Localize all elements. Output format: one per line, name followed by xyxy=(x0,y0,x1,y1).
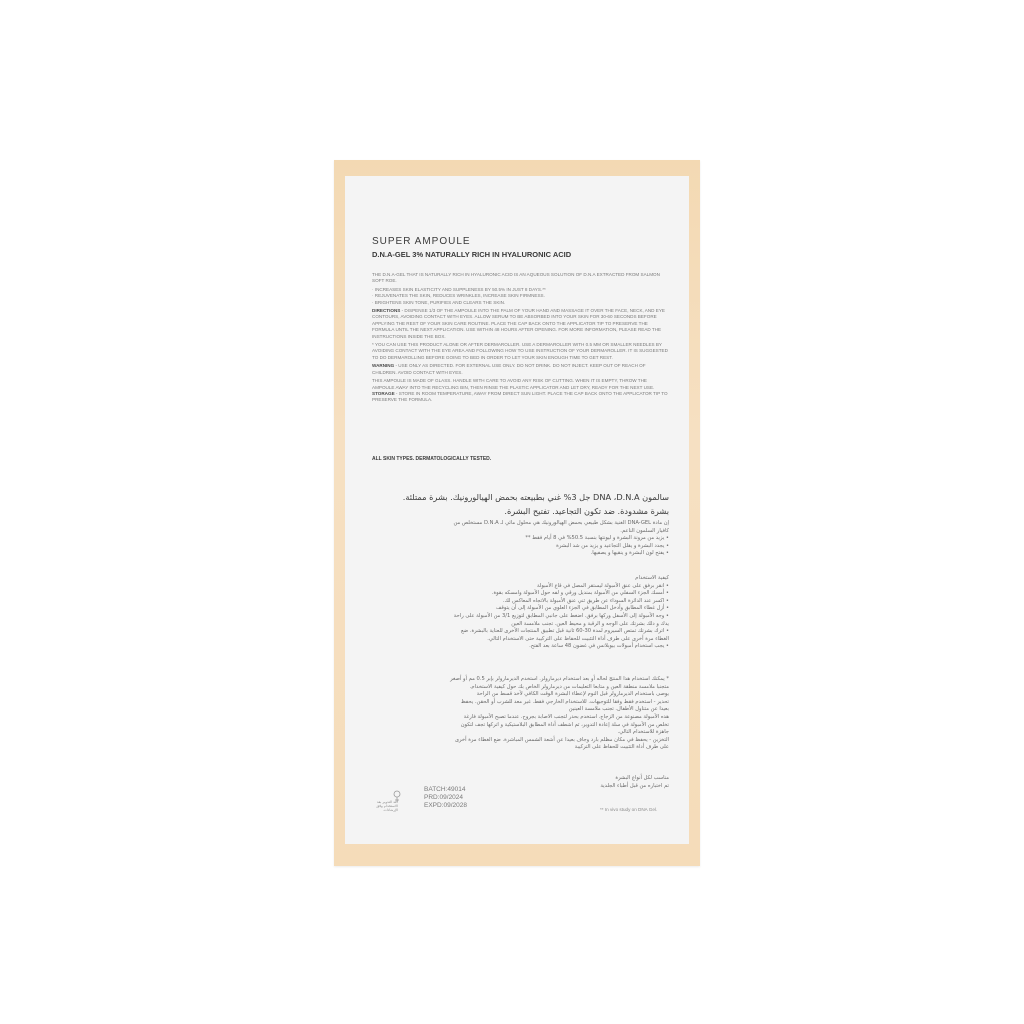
ar-how-step: • أزل غطاء المطابق وأدخل المطابق في الجزء العلوي من الأمبولة إلى أن يتوقف xyxy=(496,605,669,612)
en-tested: ALL SKIN TYPES. DERMATOLOGICALLY TESTED. xyxy=(372,456,492,462)
en-dermaroller: * YOU CAN USE THIS PRODUCT ALONE OR AFTER DERMAROLLER. USE A DERMAROLLER WITH 0.5 MM OR SMALLER NEEDLES BY AVOIDING CONTACT WITH THE EYE AREA AND FOLLOWING HOW TO USE INSTRUCTION OF YOUR DERMAROLLER. IT IS SUGGESTED TO DO DERMAROLLING BEFORE GOING TO BED IN ORDER TO LET YOUR SKIN ENOUGH TIME TO GET REST. xyxy=(372,342,668,360)
ar-benefit: • يجدد البشرة و يقلل التجاعيد و يزيد من شد البشرة xyxy=(556,542,669,549)
en-glass: THIS AMPOULE IS MADE OF GLASS. HANDLE WITH CARE TO AVOID ANY RISK OF CUTTING. WHEN IT IS EMPTY, THROW THE AMPOULE AWAY INTO THE RECYCLING BIN, THEN RINSE THE PLASTIC APPLICATOR AND LET DRY, READY FOR THE NEXT USE. xyxy=(372,378,655,390)
batch-number: BATCH:49014 xyxy=(424,786,466,793)
ar-dermaroller-line: متجنبا ملامسة منطقة العين و متابعا التعليمات من ديرمارولر الخاص بك حول كيفية الاستخدام. xyxy=(469,683,669,690)
en-storage-label: STORAGE xyxy=(372,390,395,396)
ar-headline-line: بشرة مشدودة. ضد تكون التجاعيد. تفتيح البشرة. xyxy=(504,506,669,516)
recycle-note-line: أعد التدوير بعد xyxy=(376,800,398,804)
ar-warning-line: بعيدا عن متناول الأطفال. تجنب ملامسة العينين xyxy=(568,706,669,713)
ar-headline-line: سالمون DNA ،D.N.A جل 3% غني بطبيعته بحمض الهيالورونيك. بشرة ممتلئة. xyxy=(402,492,669,502)
production-date: PRD:09/2024 xyxy=(424,794,464,801)
arabic-tested xyxy=(369,775,669,790)
ar-how-title: كيفية الاستخدام xyxy=(635,575,669,581)
ar-warning-line: تحذير - استخدم فقط وفقا للتوجيهات. للاستخدام الخارجي فقط. غير معد للشرب أو الحقن. يحفظ xyxy=(460,698,669,705)
expiry-date: EXPD:09/2028 xyxy=(424,802,468,809)
en-storage-text: - STORE IN ROOM TEMPERATURE, AWAY FROM DIRECT SUN LIGHT. PLACE THE CAP BACK ONTO THE APPLICATOR TIP TO PRESERVE THE FORMULA. xyxy=(372,390,668,403)
ar-benefit: • يفتح لون البشرة و ينقيها و يصفيها. xyxy=(590,550,669,557)
ar-how-step: الغطاء مرة أخرى على طرف أداة التثبيت للحفاظ على التركيبة حتى الاستخدام التالي. xyxy=(487,635,669,642)
batch-info xyxy=(424,786,467,810)
recycle-note xyxy=(364,800,398,813)
product-title: SUPER AMPOULE xyxy=(372,236,471,247)
study-footnote: ** In vivo study on DNA Gel. xyxy=(600,807,658,812)
english-description xyxy=(372,272,670,406)
ar-dermaroller-line: يوصى باستخدام الديرمارولر قبل النوم لإعطاء البشرة الوقت الكافي لأخذ قسط من الراحة xyxy=(476,691,669,698)
en-intro: THE D.N.A-GEL THAT IS NATURALLY RICH IN HYALURONIC ACID IS AN AQUEOUS SOLUTION OF D.N.A EXTRACTED FROM SALMON SOFT ROE. xyxy=(372,272,660,284)
ar-how-step: يدك و دلك بشرتك على الوجه و الرقبة و محيط العين. تجنب ملامسة العين xyxy=(511,620,669,627)
ar-tested-line: مناسب لكل أنواع البشرة xyxy=(615,775,669,781)
ar-how-step: • انقر برفق على عنق الأمبولة ليستقر المصل في قاع الأمبولة xyxy=(537,582,669,589)
ar-how-step: • يجب استخدام أمبولات بيوبلانس في غضون 48 ساعة بعد الفتح. xyxy=(529,643,669,650)
ar-intro-line: إن مادة DNA-GEL الغنية بشكل طبيعي بحمض الهيالورونيك هي محلول مائي لـ D.N.A مستخلص من xyxy=(453,520,669,526)
en-warning xyxy=(372,363,670,376)
ar-intro-line: كافيار السلمون الناعم. xyxy=(620,527,669,534)
ar-glass-line: جاهزة للاستخدام التالي. xyxy=(617,729,669,736)
ar-how-step: • وجه الأمبولة إلى الأسفل وركها برفق. اضغط على جانبي المطابق لتوزيع 3/1 من الأمبولة على راحة xyxy=(453,612,669,619)
recycle-note-line: الإرشادات xyxy=(383,808,398,813)
ar-dermaroller-line: * يمكنك استخدام هذا المنتج لحاله أو بعد استخدام ديرمارولر. استخدم الديرمارولر بإبر 0.5 مم أو أصغر xyxy=(450,676,669,682)
en-benefit: · BRIGHTENS SKIN TONE, PURIFIES AND CLEARS THE SKIN. xyxy=(372,299,506,305)
en-warning-text: - USE ONLY AS DIRECTED. FOR EXTERNAL USE ONLY. DO NOT DRINK. DO NOT INJECT. KEEP OUT OF REACH OF CHILDREN. AVOID CONTACT WITH EYES. xyxy=(372,363,646,375)
ar-glass-line: هذه الأمبولة مصنوعة من الزجاج. استخدم بحذر لتجنب الاصابة بجروح. عندما تصبح الأمبولة فارغة xyxy=(463,713,669,720)
ar-storage-line: على طرف أداة التثبيت للحفاظ على التركيبة xyxy=(574,744,669,751)
arabic-directions xyxy=(369,575,669,651)
ar-how-step: • اترك بشرتك تمتص السيروم لمدة 30-60 ثانية قبل تطبيق المنتجات الأخرى للعناية بالبشرة. ضع xyxy=(461,628,669,635)
ar-how-step: • أمسك الجزء السفلي من الأمبولة بمنديل ورقي و لفه حول الأمبولة وامسكه بقوة. xyxy=(491,590,669,597)
en-directions-text: - DISPENSE 1/3 OF THE AMPOULE INTO THE PALM OF YOUR HAND AND MASSAGE IT OVER THE FACE, NECK, AND EYE CONTOURS, AVOIDING CONTACT WITH EYES. ALLOW SERUM TO BE ABSORBED INTO YOUR SKIN FOR 30-60 SECONDS BEFORE APPLYING THE REST OF YOUR SKIN CARE ROUTINE. PLACE THE CAP BACK ONTO THE APPLICATOR TIP TO PRESERVE THE FORMULA UNTIL THE NEXT APPLICATION. USE WITHIN 48 HOURS AFTER OPENING. FOR MORE INFORMATION, PLEASE READ THE INSTRUCTIONS INSIDE THE BOX. xyxy=(372,308,665,339)
en-storage xyxy=(372,391,670,404)
ar-storage-line: التخزين - يحفظ في مكان مظلم بارد وجاف بعيدا عن أشعة الشمس المباشرة. ضع الغطاء مرة أخرى xyxy=(454,736,669,743)
ar-benefit: • يزيد من مرونة البشرة و ليونتها بنسبة 50.5% في 8 أيام فقط ** xyxy=(525,535,669,542)
ar-glass-line: تخلص من الأمبولة في سلة إعادة التدوير، ثم اشطف أداة المطابق البلاستيكية و اتركها تجف لتكون xyxy=(460,721,669,728)
en-benefit: · REJUVENATES THE SKIN, REDUCES WRINKLES, INCREASE SKIN FIRMNESS. xyxy=(372,293,545,299)
ar-tested-line: تم اختباره من قبل أطباء الجلدية xyxy=(600,782,669,789)
recycle-note-line: الاستخدام وفق xyxy=(376,804,398,809)
arabic-description xyxy=(369,520,669,558)
ar-how-step: • اكسر عند الدائرة السوداء عن طريق ثني عنق الأمبولة بالاتجاه المعاكس لك. xyxy=(502,597,669,604)
en-directions-label: DIRECTIONS xyxy=(372,308,401,314)
arabic-warnings xyxy=(369,676,669,752)
product-subtitle: D.N.A-GEL 3% NATURALLY RICH IN HYALURONIC ACID xyxy=(372,250,572,259)
en-benefit: · INCREASES SKIN ELASTICITY AND SUPPLENESS BY 50.5% IN JUST 8 DAYS.** xyxy=(372,286,546,292)
arabic-headline xyxy=(369,490,669,518)
en-directions xyxy=(372,308,670,340)
en-warning-label: WARNING xyxy=(372,363,395,369)
